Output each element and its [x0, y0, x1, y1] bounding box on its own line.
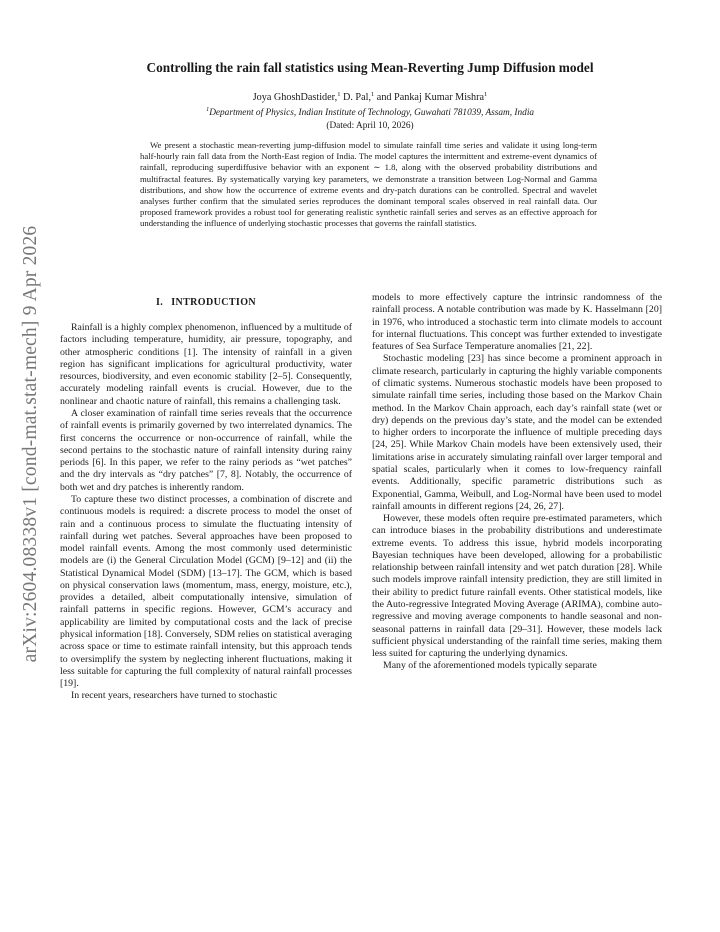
- section-title: INTRODUCTION: [171, 297, 256, 308]
- paragraph: Stochastic modeling [23] has since become a prominent approach in climate research, particularly in capturing the highly variable components of climatic systems. Numerous stochastic models have been proposed to simulate rainfall time series, including those based on the Markov Chain method. In the Markov Chain approach, each day’s rainfall state (wet or dry) depends on the previous day’s state, and the model can be extended to higher orders to incorporate the influence of multiple preceding days [24, 25]. While Markov Chain models have been extensively used, their limitations arise in accurately simulating rainfall over larger temporal and spatial scales, particularly when it comes to low-frequency rainfall events. Additionally, specific parametric distributions such as Exponential, Gamma, Weibull, and Log-Normal have been used to model rainfall amounts in different regions [24, 26, 27].: [372, 353, 662, 512]
- section-number: I.: [155, 297, 164, 308]
- affiliation-mark: 1: [337, 91, 341, 98]
- affiliation: [60, 108, 680, 118]
- paragraph: models to more effectively capture the intrinsic randomness of the rainfall process. A notable contribution was made by K. Hasselmann [20] in 1976, who introduced a stochastic term into climate models to account for internal fluctuations. This concept was further extended to investigate features of Sea Surface Temperature anomalies [21, 22].: [372, 292, 662, 353]
- affiliation-mark: 1: [205, 106, 210, 113]
- date-line: (Dated: April 10, 2026): [326, 121, 414, 131]
- author-2: D. Pal,: [342, 92, 371, 103]
- affiliation-mark: 1: [484, 91, 488, 98]
- paragraph: However, these models often require pre-estimated parameters, which can introduce biases in the probability distributions and underestimate extreme events. To address this issue, hybrid models incorporating Bayesian techniques have been developed, allowing for a probabilistic relationship between rainfall intensity and wet patch duration [28]. While such models improve rainfall intensity prediction, they are still limited in their ability to predict future rainfall events. Other statistical models, like the Auto-regressive Integrated Moving Average (ARIMA), combine auto-regressive and moving average components to handle seasonal and non-seasonal patterns in rainfall data [29–31]. However, these models lack sufficient physical understanding of the rainfall time series, making them less suited for capturing the underlying dynamics.: [372, 513, 662, 660]
- paragraph: In recent years, researchers have turned to stochastic: [71, 690, 278, 702]
- author-3: and Pankaj Kumar Mishra: [376, 92, 485, 103]
- paragraph: Many of the aforementioned models typically separate: [383, 660, 597, 672]
- affiliation-text: Department of Physics, Indian Institute of Technology, Guwahati 781039, Assam, India: [209, 108, 535, 118]
- author-1: Joya GhoshDastider,: [252, 92, 338, 103]
- paragraph: To capture these two distinct processes, a combination of discrete and continuous models is required: a discrete process to model the onset of rain and a continuous process to simulate the fluctuating intensity of rainfall during wet patches. Several approaches have been proposed to model rainfall events. Among the most commonly used deterministic models are (i) the General Circulation Model (GCM) [9–12] and (ii) the Statistical Dynamical Model (SDM) [13–17]. The GCM, which is based on physical conservation laws (momentum, mass, energy, moisture, etc.), provides a detailed, albeit computationally intensive, simulation of rainfall patterns in specific regions. However, GCM’s accuracy and applicability are limited by computational costs and the lack of precise physical information [18]. Conversely, SDM relies on statistical averaging across space or time to estimate rainfall intensity, but this approach tends to oversimplify the system by neglecting inherent fluctuations, making it less suitable for capturing the full complexity of natural rainfall processes [19].: [60, 493, 352, 690]
- affiliation-mark: 1: [371, 91, 375, 98]
- arxiv-identifier: arXiv:2604.08338v1 [cond-mat.stat-mech] 9 Apr 2026: [20, 225, 41, 663]
- abstract: We present a stochastic mean-reverting jump-diffusion model to simulate rainfall time series and validate it using long-term half-hourly rain fall data from the North-East region of India. The model captures the intermittent and extreme-event dynamics of rainfall, reproducing superdiffusive behavior with an exponent ∼ 1.8, along with the observed probability distributions and multifractal features. By systematically varying key parameters, we demonstrate a transition between Log-Normal and Gamma distributions, and show how the occurrence of extreme events and dry-patch durations can be controlled. Spectral and wavelet analyses further confirm that the simulated series reproduces the dominant temporal scales observed in real rainfall data. Our proposed framework provides a robust tool for generating realistic synthetic rainfall series and serves as an effective approach for understanding the influence of underlying stochastic processes that governs the rainfall statistics.: [140, 140, 597, 229]
- arxiv-sidebar-stamp: [13, 214, 49, 674]
- paper-title: Controlling the rain fall statistics using Mean-Reverting Jump Diffusion model: [146, 60, 594, 75]
- author-list: [60, 92, 680, 103]
- paragraph: Rainfall is a highly complex phenomenon, influenced by a multitude of factors including temperature, humidity, air pressure, topography, and other atmospheric conditions [1]. The intensity of rainfall in a given region has significant implications for agricultural productivity, water resources, biodiversity, and even economic stability [2–5]. Consequently, accurately modeling rainfall events is crucial. However, due to the nonlinear and chaotic nature of rainfall, this remains a challenging task.: [60, 322, 352, 407]
- left-column: [60, 322, 352, 703]
- section-heading: [60, 297, 352, 308]
- right-column: [372, 292, 662, 673]
- paragraph: A closer examination of rainfall time series reveals that the occurrence of rainfall events is primarily governed by two interrelated dynamics. The first concerns the occurrence or non-occurrence of rainfall, while the second pertains to the stochastic nature of rainfall intensity during rainy periods [6]. In this paper, we refer to the rainy periods as “wet patches” and the dry intervals as “dry patches” [7, 8]. Notably, the occurrence of both wet and dry patches is inherently random.: [60, 407, 352, 493]
